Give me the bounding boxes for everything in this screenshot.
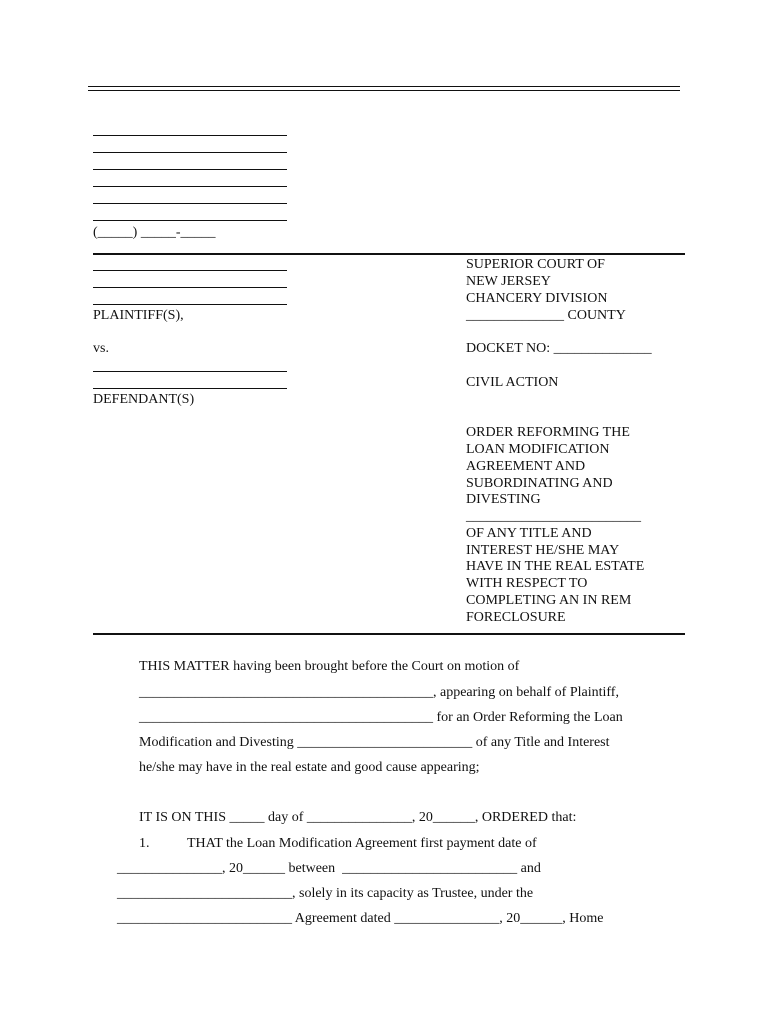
body-paragraph-line: Modification and Divesting _________________________ of any Title and Interest bbox=[139, 735, 610, 750]
caption-rule-bottom bbox=[93, 633, 685, 635]
county-line: ______________ COUNTY bbox=[466, 308, 626, 323]
ordered-line: IT IS ON THIS _____ day of _______________, 20______, ORDERED that: bbox=[139, 810, 577, 825]
civil-action-label: CIVIL ACTION bbox=[466, 375, 559, 390]
court-line: SUPERIOR COURT OF bbox=[466, 257, 605, 272]
order-title-line: ORDER REFORMING THE bbox=[466, 425, 630, 440]
body-paragraph-line: THIS MATTER having been brought before the Court on motion of bbox=[139, 659, 520, 674]
attorney-line bbox=[93, 135, 287, 136]
body-paragraph-line: __________________________________________, appearing on behalf of Plaintiff, bbox=[139, 685, 619, 700]
order-title-line: COMPLETING AN IN REM bbox=[466, 593, 632, 608]
attorney-phone: (_____) _____-_____ bbox=[93, 225, 216, 240]
item-line: _________________________, solely in its capacity as Trustee, under the bbox=[117, 886, 534, 901]
order-title-line: SUBORDINATING AND bbox=[466, 476, 613, 491]
court-line: NEW JERSEY bbox=[466, 274, 551, 289]
item-line: _________________________ Agreement dated _______________, 20______, Home bbox=[117, 911, 604, 926]
order-title-line: LOAN MODIFICATION bbox=[466, 442, 610, 457]
vs-label: vs. bbox=[93, 341, 109, 356]
defendant-line bbox=[93, 388, 287, 389]
order-title-line: DIVESTING bbox=[466, 492, 541, 507]
order-title-line: HAVE IN THE REAL ESTATE bbox=[466, 559, 645, 574]
item-first-line: THAT the Loan Modification Agreement first payment date of bbox=[187, 836, 537, 851]
defendant-label: DEFENDANT(S) bbox=[93, 392, 195, 407]
plaintiff-line bbox=[93, 270, 287, 271]
order-title-line: OF ANY TITLE AND bbox=[466, 526, 592, 541]
attorney-line bbox=[93, 203, 287, 204]
docket-line: DOCKET NO: ______________ bbox=[466, 341, 652, 356]
attorney-line bbox=[93, 186, 287, 187]
court-line: CHANCERY DIVISION bbox=[466, 291, 608, 306]
order-title-line: WITH RESPECT TO bbox=[466, 576, 588, 591]
caption-rule-top bbox=[93, 253, 685, 255]
item-number: 1. bbox=[139, 836, 150, 851]
order-title-line: INTEREST HE/SHE MAY bbox=[466, 543, 620, 558]
order-title-line: FORECLOSURE bbox=[466, 610, 566, 625]
header-double-rule-bottom bbox=[88, 90, 680, 91]
plaintiff-line bbox=[93, 304, 287, 305]
body-paragraph-line: __________________________________________ for an Order Reforming the Loan bbox=[139, 710, 623, 725]
plaintiff-label: PLAINTIFF(S), bbox=[93, 308, 184, 323]
attorney-line bbox=[93, 152, 287, 153]
attorney-line bbox=[93, 220, 287, 221]
defendant-line bbox=[93, 371, 287, 372]
header-double-rule-top bbox=[88, 86, 680, 87]
attorney-line bbox=[93, 169, 287, 170]
plaintiff-line bbox=[93, 287, 287, 288]
item-line: _______________, 20______ between _________________________ and bbox=[117, 861, 541, 876]
body-paragraph-line: he/she may have in the real estate and good cause appearing; bbox=[139, 760, 480, 775]
order-title-blank: _________________________ bbox=[466, 509, 641, 524]
order-title-line: AGREEMENT AND bbox=[466, 459, 586, 474]
